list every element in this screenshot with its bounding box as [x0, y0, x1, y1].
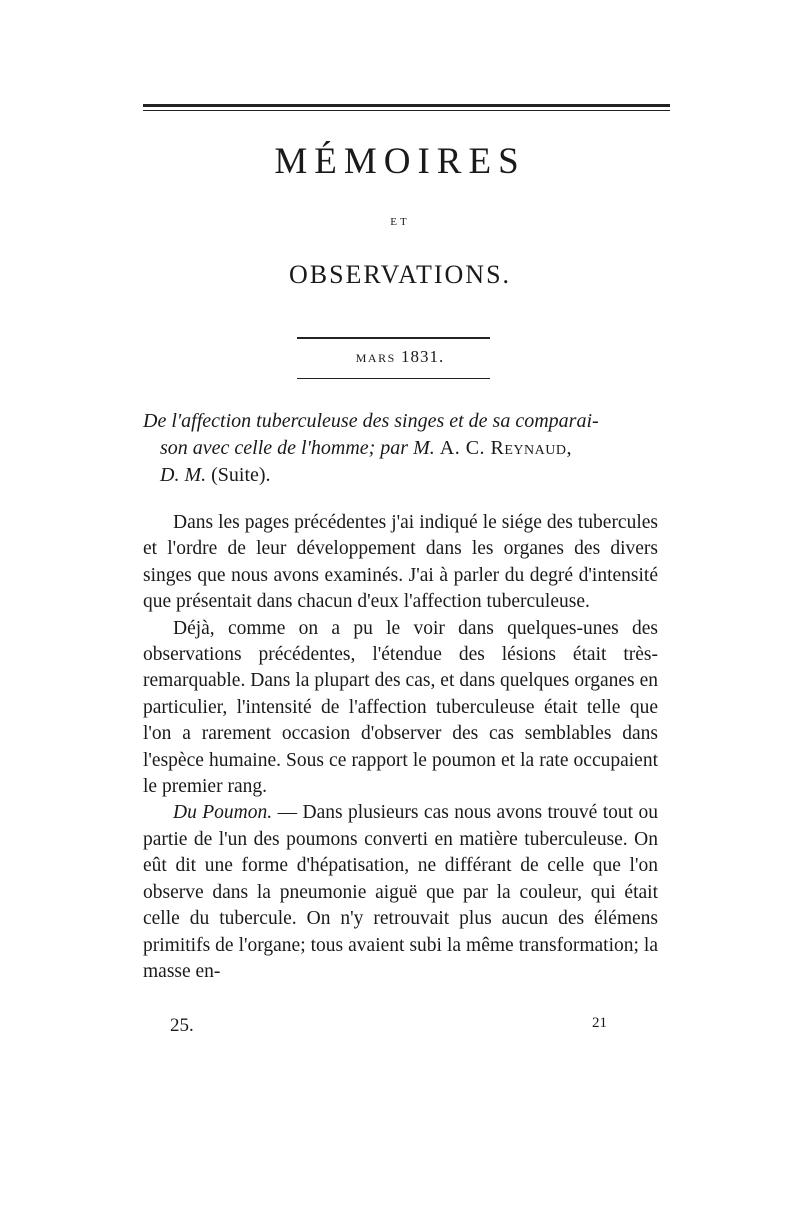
issue-date: [0, 347, 800, 367]
date-rule-bottom: [297, 378, 490, 379]
observations-subtitle: OBSERVATIONS.: [288, 260, 512, 289]
article-title-line2: son avec celle de l'homme; par M. A. C. Reynaud,: [160, 437, 572, 459]
page-number: 21: [592, 1015, 607, 1031]
paragraph-1: Dans les pages précédentes j'ai indiqué le siége des tubercules et l'ordre de leur développement dans les organes des divers singes que nous avons examinés. J'ai à parler du degré d'intensité que présentait dans chacun d'eux l'affection tuberculeuse.: [143, 512, 658, 613]
article-author: A. C. Reynaud: [439, 437, 567, 459]
top-double-rule-thin: [143, 110, 670, 111]
issue-date-year: 1831.: [401, 347, 445, 366]
paragraph-3-text: — Dans plusieurs cas nous avons trouvé tout ou partie de l'un des poumons converti en matière tuberculeuse. On eût dit une forme d'hépatisation, ne différant de celle que l'on observe dans la pneumonie aiguë que par la couleur, qui était celle du tubercule. On n'y retrouvait plus aucun des élémens primitifs de l'organe; tous avaient subi la même transformation; la masse en-: [143, 802, 659, 982]
memoirs-title: MÉMOIRES: [274, 141, 526, 182]
article-body: [143, 510, 658, 985]
article-title-line1: De l'affection tuberculeuse des singes et de sa comparai-: [143, 410, 599, 432]
date-rule-top: [297, 337, 490, 339]
article-suite-note: (Suite).: [211, 464, 271, 486]
article-degree: D. M.: [160, 464, 207, 486]
issue-date-month: MARS: [355, 351, 396, 365]
top-double-rule-thick: [143, 104, 670, 107]
article-title: [143, 408, 658, 489]
section-heading-lung: Du Poumon.: [173, 802, 273, 824]
paragraph-2: Déjà, comme on a pu le voir dans quelques-unes des observations précédentes, l'étendue des lésions était très-remarquable. Dans la plupart des cas, et dans quelques organes en particulier, l'intensité de l'affection tuberculeuse était telle que l'on a rarement occasion d'observer des cas semblables dans l'espèce humaine. Sous ce rapport le poumon et la rate occupaient le premier rang.: [143, 617, 658, 798]
article-title-line2-text: son avec celle de l'homme; par M.: [160, 437, 435, 459]
paragraph-3: [143, 800, 658, 985]
conjunction-label: ET: [390, 216, 410, 228]
article-title-line3: [143, 462, 658, 489]
signature-mark: 25.: [170, 1015, 194, 1036]
